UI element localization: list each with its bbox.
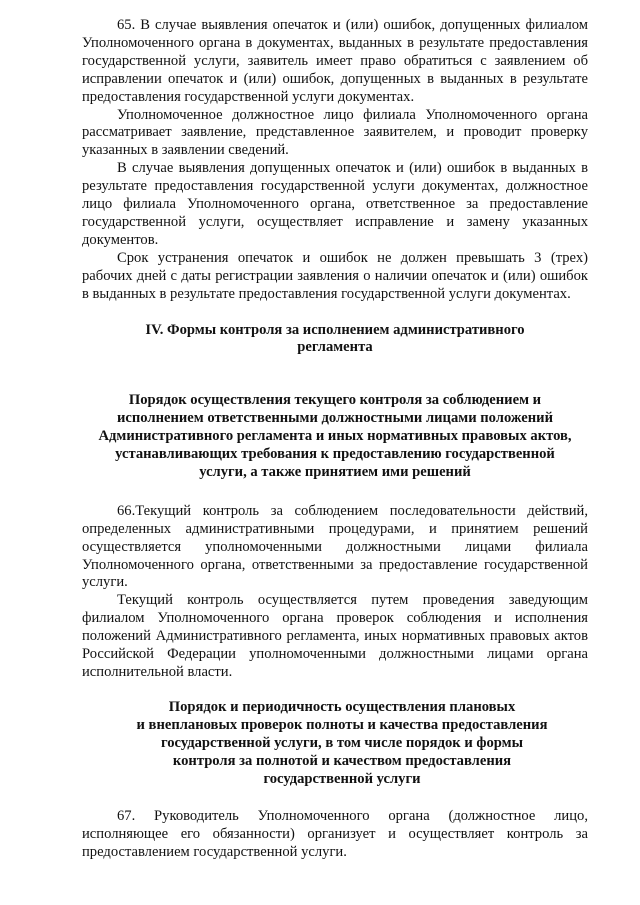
subheading-inspections — [82, 699, 588, 789]
paragraph-65-review: Уполномоченное должностное лицо филиала Уполномоченного органа рассматривает заявление, представленное заявителем, и проводит проверку указанных в заявлении сведений. — [82, 106, 588, 159]
subheading-line: государственной услуги, в том числе порядок и формы — [160, 734, 523, 751]
subheading-line: и внеплановых проверок полноты и качества предоставления — [136, 716, 548, 733]
subheading-line: услуги, а также принятием ими решений — [199, 463, 471, 480]
subheading-line: Административного регламента и иных нормативных правовых актов, — [98, 428, 572, 445]
paragraph-67: 67. Руководитель Уполномоченного органа (должностное лицо, исполняющее его обязанности) организует и осуществляет контроль за предоставлением государственной услуги. — [82, 808, 588, 861]
subheading-current-control — [82, 392, 588, 482]
paragraph-65: 65. В случае выявления опечаток и (или) ошибок, допущенных филиалом Уполномоченного органа в документах, выданных в результате предоставления государственной услуги, заявитель имеет право обратиться с заявлением об исправлении опечаток и (или) ошибок, допущенных в выданных в результате предоставления государственной услуги документах. — [82, 17, 588, 105]
subheading-line: устанавливающих требования к предоставлению государственной — [115, 446, 555, 463]
subheading-line: Порядок и периодичность осуществления плановых — [168, 698, 516, 715]
paragraph-66: 66.Текущий контроль за соблюдением последовательности действий, определенных административными процедурами, и принятием решений осуществляется уполномоченными должностными лицами филиала Уполномоченного органа, ответственными за предоставление государственной услуги. — [82, 502, 588, 591]
subheading-line: контроля за полнотой и качеством предоставления — [172, 752, 512, 769]
paragraph-65-term: Срок устранения опечаток и ошибок не должен превышать 3 (трех) рабочих дней с даты регистрации заявления о наличии опечаток и (или) ошибок в выданных в результате предоставления государственной услуги документах. — [82, 249, 588, 302]
subheading-line: исполнением ответственными должностными лицами положений — [117, 410, 553, 427]
paragraph-65-correction: В случае выявления допущенных опечаток и (или) ошибок в выданных в результате предоставления государственной услуги документах, должностное лицо филиала Уполномоченного органа, ответственное за предоставление государственной услуги, осуществляет исправление и замену указанных документов. — [82, 160, 588, 248]
paragraph-66-control: Текущий контроль осуществляется путем проведения заведующим филиалом Уполномоченного органа проверок соблюдения и исполнения положений Административного регламента, иных нормативных правовых актов Российской Федерации уполномоченными должностными лицами органа исполнительной власти. — [82, 592, 588, 680]
section-heading-iv: IV. Формы контроля за исполнением административного регламента — [145, 321, 525, 356]
subheading-line: Порядок осуществления текущего контроля за соблюдением и — [128, 392, 542, 409]
document-page — [82, 17, 588, 862]
subheading-line: государственной услуги — [263, 770, 421, 787]
